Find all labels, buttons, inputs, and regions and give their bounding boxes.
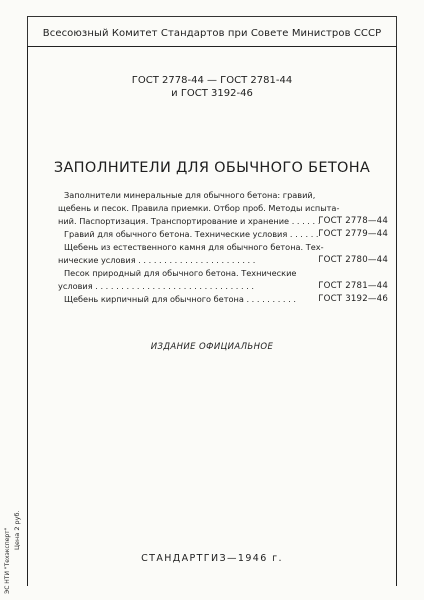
contents-row	[58, 189, 388, 202]
contents-row	[58, 215, 388, 228]
official-edition-label: ИЗДАНИЕ ОФИЦИАЛЬНОЕ	[150, 342, 274, 352]
contents-row-text: Заполнители минеральные для обычного бетона: гравий,	[64, 190, 316, 200]
standards-numbers-line-1: ГОСТ 2778-44 — ГОСТ 2781-44	[131, 75, 293, 86]
side-price: Цена 2 руб.	[13, 510, 21, 550]
contents-row-text: щебень и песок. Правила приемки. Отбор проб. Методы испыта-	[58, 203, 340, 213]
contents-row-text: ний. Паспортизация. Транспортирование и хранение . . . . . .	[58, 216, 321, 226]
contents-row-text: Щебень кирпичный для обычного бетона . . . . . . . . . .	[64, 294, 296, 304]
document-title: ЗАПОЛНИТЕЛИ ДЛЯ ОБЫЧНОГО БЕТОНА	[53, 160, 371, 176]
contents-row-text: Песок природный для обычного бетона. Технические	[64, 268, 297, 278]
contents-row-code: ГОСТ 2778—44	[318, 216, 388, 226]
publisher-imprint: СТАНДАРТГИЗ—1946 г.	[141, 553, 283, 564]
committee-header: Всесоюзный Комитет Стандартов при Совете Министров СССР	[42, 28, 382, 39]
contents-row-code: ГОСТ 2781—44	[318, 281, 388, 291]
contents-row-text: Гравий для обычного бетона. Технические условия . . . . . .	[64, 229, 319, 239]
contents-row	[58, 202, 388, 215]
contents-row-code: ГОСТ 2780—44	[318, 255, 388, 265]
contents-row-code: ГОСТ 2779—44	[318, 229, 388, 239]
page-frame	[27, 46, 397, 586]
standards-numbers-line-2: и ГОСТ 3192-46	[171, 88, 253, 99]
contents-row	[58, 254, 388, 267]
contents-row-text: Щебень из естественного камня для обычного бетона. Тех-	[64, 242, 324, 252]
contents-row	[58, 228, 388, 241]
contents-row	[58, 280, 388, 293]
contents-row-text: нические условия . . . . . . . . . . . . . . . . . . . . . . .	[58, 255, 256, 265]
contents-list	[58, 189, 388, 306]
contents-row-text: условия . . . . . . . . . . . . . . . . . . . . . . . . . . . . . . .	[58, 281, 255, 291]
contents-row	[58, 241, 388, 254]
side-imprint: ЭС НТИ "Техэксперт"	[4, 527, 11, 594]
contents-row-code: ГОСТ 3192—46	[318, 294, 388, 304]
contents-row	[58, 293, 388, 306]
contents-row	[58, 267, 388, 280]
